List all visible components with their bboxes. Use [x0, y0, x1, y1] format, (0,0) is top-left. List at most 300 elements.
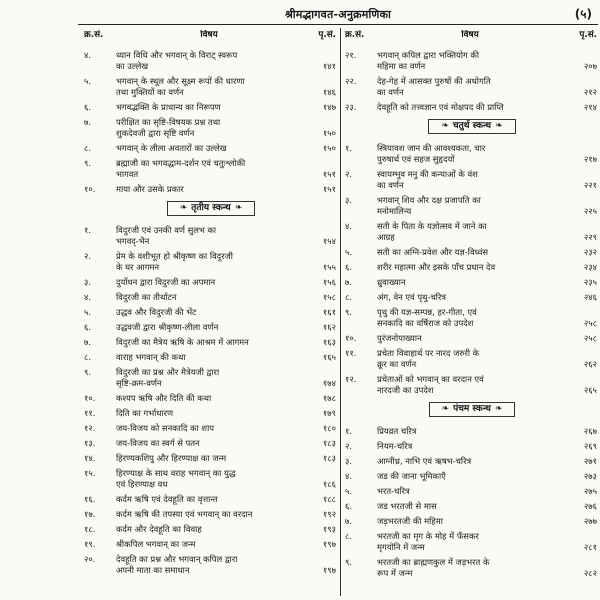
index-entry [343, 486, 600, 497]
entry-number: १२. [345, 374, 357, 384]
index-entry [343, 348, 600, 370]
section-heading-box [428, 119, 515, 134]
entry-page-number: २३४ [583, 262, 597, 272]
column-divider [340, 28, 341, 596]
entry-subject-line: भगवद्-भैन [116, 236, 150, 246]
entry-number: ७. [345, 516, 353, 526]
entry-subject [116, 509, 302, 520]
entry-page-number: २८१ [583, 542, 597, 552]
section-heading [343, 402, 600, 418]
section-heading-label: तृतीय स्कन्ध [191, 203, 231, 213]
entry-subject [377, 557, 563, 579]
index-entry [343, 307, 600, 329]
index-entry [82, 509, 340, 520]
entry-page-number: १८३ [322, 453, 336, 463]
index-entry [82, 494, 340, 505]
index-entry [82, 337, 340, 348]
entry-subject-line: विदुरजी का प्रश्न और मैत्रेयजी द्वारा [116, 367, 220, 377]
entry-subject-line: जड़भरतजी की महिमा [377, 516, 443, 526]
entry-number: १६. [84, 494, 96, 504]
entry-subject [377, 333, 563, 344]
entry-page-number: २२१ [583, 180, 597, 190]
entry-number: २. [345, 441, 353, 451]
entry-subject-line: कर्दम ऋषि एवं देवहूति का वृत्तान्त [116, 494, 218, 504]
entry-subject-line: भगवान् के स्थूल और सूक्ष्म रूपों की धारणा [116, 76, 245, 86]
entry-subject-line: शरीर महात्मा और इसके पाँच प्रधान देव [377, 262, 496, 272]
entry-subject-line: मनोमालिन्य [377, 206, 412, 216]
index-entry [82, 438, 340, 449]
entry-number: ४. [84, 292, 92, 302]
index-entry [343, 247, 600, 258]
entry-subject-line: देवहूति को तत्त्वज्ञान एवं मोक्षपद की प्राप्ति [377, 102, 504, 112]
entry-subject-line: देवहूति का प्रश्न और भगवान् कपिल द्वारा [116, 554, 238, 564]
entry-subject-line: रूप में जन्म [377, 568, 413, 578]
column-header-subject: विषय [461, 30, 479, 40]
ornament-icon: ❧ [441, 404, 450, 414]
entry-page-number: २३२ [583, 247, 597, 257]
entry-page-number: २७७ [583, 516, 597, 526]
column-header-page: पृ.सं. [318, 30, 336, 40]
entry-subject [116, 292, 302, 303]
entry-subject-line: प्रियव्रत चरित्र [377, 426, 417, 436]
index-entry [82, 102, 340, 113]
entry-subject [377, 531, 563, 553]
entry-subject-line: आग्नीध्र, नाभि एवं ऋषभ-चरित्र [377, 456, 472, 466]
index-entry [82, 184, 340, 195]
entry-subject [377, 50, 563, 72]
entry-subject-line: सती के पिता के यज्ञोत्सव में जाने का [377, 221, 487, 231]
index-entry [343, 76, 600, 98]
entry-subject-line: भगवान् के लीला अवतारों का उल्लेख [116, 143, 227, 153]
entry-subject-line: ब्रह्माजी का भगवद्धाम-दर्शन एवं चतुःश्लोकी [116, 158, 246, 168]
entry-subject-line: भगवद्भक्ति के प्राधान्य का निरूपण [116, 102, 221, 112]
entry-subject-line: अपनी माता का समाधान [116, 565, 190, 575]
entry-page-number: १६२ [322, 322, 336, 332]
page-number: (५) [574, 7, 592, 21]
entry-page-number: १५१ [322, 184, 336, 194]
entry-subject-line: भरतजी का ब्राह्मणकुल में जड़भरत के [377, 557, 490, 567]
column-header-number: क्र.सं. [84, 30, 104, 40]
index-entry [343, 471, 600, 482]
entry-subject-line: शुकदेवजी द्वारा सृष्टि वर्णन [116, 128, 195, 138]
entry-page-number: २१२ [583, 87, 597, 97]
entry-page-number: १५८ [322, 292, 336, 302]
entry-number: ८. [345, 531, 353, 541]
entry-page-number: १८८ [322, 494, 336, 504]
entry-subject-line: क्रूर का वर्णन [377, 359, 417, 369]
entry-subject [116, 184, 302, 195]
section-heading-box [429, 402, 516, 417]
entry-subject-line: माया और उसके प्रकार [116, 184, 184, 194]
entry-number: १०. [84, 184, 96, 194]
entry-subject-line: सती का अग्नि-प्रवेश और यज्ञ-विध्वंस [377, 247, 489, 257]
entry-subject [377, 501, 563, 512]
entry-subject-line: उद्धवजी द्वारा श्रीकृष्ण-लीला वर्णन [116, 322, 219, 332]
entry-subject [377, 426, 563, 437]
entry-number: २१. [345, 50, 357, 60]
index-entry [82, 352, 340, 363]
entry-subject [116, 50, 302, 72]
entry-number: २. [84, 251, 92, 261]
index-entry [82, 117, 340, 139]
entry-number: १७. [84, 509, 96, 519]
entry-number: २०. [84, 554, 96, 564]
index-entry [343, 426, 600, 437]
index-entry [82, 225, 340, 247]
entry-subject [116, 539, 302, 550]
page-header [78, 4, 598, 24]
column-header [82, 30, 340, 44]
entry-subject [116, 367, 302, 389]
entry-subject [116, 352, 302, 363]
entry-subject [116, 158, 302, 180]
entry-page-number: १९३ [322, 524, 336, 534]
entry-subject [377, 348, 563, 370]
entry-page-number: १७९ [322, 408, 336, 418]
entry-subject [116, 225, 302, 247]
entry-page-number: २८२ [583, 568, 597, 578]
entry-subject-line: ध्रुवाख्यान [377, 277, 406, 287]
index-entry [343, 333, 600, 344]
index-entry [343, 374, 600, 396]
entry-subject [377, 76, 563, 98]
entry-page-number: १४१ [322, 61, 336, 71]
column-header-page: पृ.सं. [579, 30, 597, 40]
entry-subject-line: का वर्णन [377, 87, 404, 97]
entry-page-number: २२५ [583, 206, 597, 216]
entry-subject [377, 292, 563, 303]
index-entry [82, 76, 340, 98]
entry-number: ३. [84, 277, 92, 287]
index-entry [343, 102, 600, 113]
entry-subject-line: पुरंजनोपाख्यान [377, 333, 422, 343]
index-entry [343, 277, 600, 288]
index-entry [82, 251, 340, 273]
entry-page-number: २०७ [583, 61, 597, 71]
section-heading [343, 119, 600, 135]
entry-number: ७. [84, 117, 92, 127]
entry-page-number: १८६ [322, 479, 336, 489]
entry-subject [116, 393, 302, 404]
index-entry [82, 322, 340, 333]
entry-subject-line: हिरण्याक्ष के साथ वराह भगवान् का युद्ध [116, 468, 236, 478]
entry-subject-line: भागवत [116, 169, 139, 179]
entry-subject [377, 262, 563, 273]
entry-number: ९. [84, 367, 92, 377]
entry-page-number: १७८ [322, 393, 336, 403]
entry-number: १५. [84, 468, 96, 478]
entry-number: ५. [345, 486, 353, 496]
entry-page-number: १५६ [322, 277, 336, 287]
index-entry [343, 501, 600, 512]
index-entry [343, 169, 600, 191]
entry-subject [116, 438, 302, 449]
entry-subject-line: आग्रह [377, 232, 395, 242]
entry-subject [116, 307, 302, 318]
index-entry [82, 423, 340, 434]
entry-number: ६. [84, 322, 92, 332]
index-entry [343, 531, 600, 553]
entry-number: १३. [84, 438, 96, 448]
entry-subject-line: के घर आगमन [116, 262, 160, 272]
entry-subject-line: अंग, वेन एवं पृथु-चरित्र [377, 292, 447, 302]
index-entry [343, 456, 600, 467]
entry-subject [116, 453, 302, 464]
entry-subject-line: उद्धव और विदुरजी की भेंट [116, 307, 197, 317]
index-entry [343, 516, 600, 527]
entry-page-number: २४६ [583, 292, 597, 302]
entry-subject-line: कर्दम ऋषि की तपस्या एवं भगवान् का वरदान [116, 509, 253, 519]
column-header-number: क्र.सं. [345, 30, 365, 40]
index-entry [343, 262, 600, 273]
entry-page-number: १५० [322, 143, 336, 153]
index-entry [82, 50, 340, 72]
index-entry [82, 554, 340, 576]
entry-subject-line: महिमा का वर्णन [377, 61, 426, 71]
entry-page-number: १४७ [322, 102, 336, 112]
index-entry [82, 453, 340, 464]
index-entry [343, 50, 600, 72]
entry-subject [377, 169, 563, 191]
index-entry [82, 307, 340, 318]
entry-subject [116, 143, 302, 154]
entry-number: ९. [345, 307, 353, 317]
entry-subject [377, 471, 563, 482]
entry-page-number: १६१ [322, 307, 336, 317]
entry-page-number: २७३ [583, 471, 597, 481]
section-heading [82, 201, 340, 217]
entry-number: ९. [84, 158, 92, 168]
entry-subject [116, 554, 302, 576]
index-entry [343, 143, 600, 165]
entry-subject-line: पुरुषार्थ एवं सहज सुहृदयों [377, 154, 455, 164]
entry-page-number: १६३ [322, 337, 336, 347]
entry-page-number: १७४ [322, 378, 336, 388]
entry-page-number: २६७ [583, 426, 597, 436]
entry-page-number: २७६ [583, 501, 597, 511]
entry-page-number: २६५ [583, 385, 597, 395]
entry-number: १२. [84, 423, 96, 433]
entry-subject [377, 307, 563, 329]
entry-subject-line: एवं हिरण्याक्ष वध [116, 479, 168, 489]
entry-number: १. [345, 426, 353, 436]
index-entry [82, 393, 340, 404]
entry-subject-line: जय-विजय का स्वर्ग से पतन [116, 438, 200, 448]
index-entry [343, 195, 600, 217]
entry-subject-line: हिरण्यकशिपु और हिरण्याक्ष का जन्म [116, 453, 227, 463]
ornament-icon: ❧ [495, 121, 503, 131]
section-heading-label: पंचम स्कन्ध [453, 404, 491, 414]
entry-page-number: १४६ [322, 87, 336, 97]
entry-subject [377, 195, 563, 217]
entry-page-number: १९७ [322, 565, 336, 575]
entry-subject-line: दुर्योधन द्वारा विदुरजी का अपमान [116, 277, 216, 287]
entry-subject-line: प्रचेताओं को भगवान् का वरदान एवं [377, 374, 484, 384]
entry-number: ८. [345, 292, 353, 302]
entry-number: १४. [84, 453, 96, 463]
entry-page-number: २३५ [583, 277, 597, 287]
entry-number: १८. [84, 524, 96, 534]
entry-subject [377, 441, 563, 452]
entry-page-number: १६५ [322, 352, 336, 362]
index-column-left [82, 30, 340, 596]
entry-subject-line: तथा मुक्तियों का वर्णन [116, 87, 184, 97]
index-entry [343, 557, 600, 579]
entry-number: १०. [345, 333, 357, 343]
index-entry [343, 292, 600, 303]
entry-number: ३. [345, 195, 353, 205]
entry-subject [377, 456, 563, 467]
index-entry [343, 221, 600, 243]
entry-number: २३. [345, 102, 357, 112]
entry-subject-line: परीक्षित का सृष्टि-विषयक प्रश्न तथा [116, 117, 221, 127]
entry-page-number: २५८ [583, 333, 597, 343]
entry-number: ७. [84, 337, 92, 347]
entry-number: १. [84, 225, 92, 235]
page-title: श्रीमद्भागवत-अनुक्रमणिका [284, 8, 392, 21]
entry-number: ४. [345, 221, 353, 231]
entry-number: ८. [84, 143, 92, 153]
index-entry [82, 277, 340, 288]
entry-subject [116, 423, 302, 434]
entry-subject [377, 374, 563, 396]
entry-subject-line: पृथु की यज्ञ-सम्पन्न, हर-गीता, एवं [377, 307, 477, 317]
entry-number: ७. [345, 277, 353, 287]
section-heading-box [167, 201, 255, 216]
entry-number: १९. [84, 539, 96, 549]
entry-subject [377, 247, 563, 258]
entry-subject-line: विदुरजी का मैत्रेय ऋषि के आश्रम में आगमन [116, 337, 249, 347]
entry-page-number: २१४ [583, 102, 597, 112]
entry-page-number: १५१ [322, 169, 336, 179]
entry-subject [116, 251, 302, 273]
entry-subject [377, 516, 563, 527]
entry-subject-line: देह-गेह में आसक्त पुरुषों की अधोगति [377, 76, 491, 86]
entry-number: ८. [84, 352, 92, 362]
entry-subject-line: कर्दम और देवहूति का विवाह [116, 524, 202, 534]
entry-page-number: १८३ [322, 438, 336, 448]
entry-subject-line: विदुरजी एवं उनकी वर्ण सुलभ का [116, 225, 217, 235]
index-entry [82, 539, 340, 550]
entry-subject-line: जय-विजय को सनकादि का शाप [116, 423, 214, 433]
entry-subject-line: स्वायम्भुव मनु की कन्याओं के वंश [377, 169, 478, 179]
entry-subject-line: नारदजी का उपदेश [377, 385, 434, 395]
entry-number: १०. [84, 393, 96, 403]
header-rule [78, 24, 598, 25]
entry-subject-line: वाराह भगवान् की कथा [116, 352, 186, 362]
entry-subject [116, 468, 302, 490]
entry-page-number: २२९ [583, 232, 597, 242]
entry-subject-line: का वर्णन [377, 180, 404, 190]
index-column-right [343, 30, 600, 596]
entry-subject-line: सृष्टि-क्रम-वर्णन [116, 378, 162, 388]
ornament-icon: ❧ [234, 203, 243, 213]
index-entry [82, 292, 340, 303]
entry-subject-line: सनकादि का वर्षिराज को उपदेश [377, 318, 474, 328]
entry-subject [116, 277, 302, 288]
entry-subject-line: भगवान् शिव और दक्ष प्रजापति का [377, 195, 481, 205]
entry-subject [116, 322, 302, 333]
entry-subject-line: जड की जाना भूमिकाएँ [377, 471, 446, 481]
entry-subject-line: श्रीकपिल भगवान् का जन्म [116, 539, 196, 549]
entry-page-number: २७१ [583, 456, 597, 466]
index-entry [82, 524, 340, 535]
entry-subject [377, 486, 563, 497]
section-heading-label: चतुर्थ स्कन्ध [452, 121, 492, 131]
entry-subject-line: प्रचेता विवाहार्थ पर नारद जरुरी के [377, 348, 480, 358]
index-entry [343, 441, 600, 452]
entry-subject-line: दिति का गर्भाधारण [116, 408, 174, 418]
entry-subject-line: भरतजी का मृग के मोह में फँसकर [377, 531, 479, 541]
entry-number: १. [345, 143, 353, 153]
entry-page-number: १५० [322, 128, 336, 138]
entry-subject [377, 221, 563, 243]
entry-subject-line: का उल्लेख [116, 61, 149, 71]
entry-number: ५. [84, 307, 92, 317]
entry-page-number: १५४ [322, 236, 336, 246]
entry-page-number: २५८ [583, 318, 597, 328]
column-header [343, 30, 600, 44]
ornament-icon: ❧ [179, 203, 188, 213]
entry-subject [377, 277, 563, 288]
index-entry [82, 468, 340, 490]
entry-subject-line: विदुरजी का तीर्थाटन [116, 292, 177, 302]
index-entry [82, 367, 340, 389]
entry-number: ६. [345, 262, 353, 272]
entry-subject-line: ध्यान विधि और भगवान् के विराट् स्वरूप [116, 50, 238, 60]
entry-number: २. [345, 169, 353, 179]
entry-number: ११. [345, 348, 357, 358]
entry-number: ६. [345, 501, 353, 511]
entry-subject [377, 102, 563, 113]
entry-number: २२. [345, 76, 357, 86]
entry-subject-line: स्त्रियावश जान की आवश्यकता, चार [377, 143, 486, 153]
entry-subject-line: मृगयोनि में जन्म [377, 542, 425, 552]
entry-subject-line: प्रेम के वशीभूत हो श्रीकृष्ण का विदुरजी [116, 251, 233, 261]
entry-subject-line: कश्यप ऋषि और दिति की कथा [116, 393, 212, 403]
index-entry [82, 408, 340, 419]
entry-page-number: २१७ [583, 154, 597, 164]
entry-page-number: १९७ [322, 539, 336, 549]
entry-page-number: १५५ [322, 262, 336, 272]
entry-subject [116, 76, 302, 98]
entry-page-number: १८० [322, 423, 336, 433]
entry-number: ३. [345, 456, 353, 466]
entry-number: ५. [84, 76, 92, 86]
entry-subject [116, 408, 302, 419]
entry-number: ५. [345, 247, 353, 257]
entry-subject [377, 143, 563, 165]
entry-subject-line: जड भरतजी से मास [377, 501, 437, 511]
index-entry [82, 158, 340, 180]
entry-subject [116, 494, 302, 505]
entry-number: ११. [84, 408, 96, 418]
entry-number: ९. [345, 557, 353, 567]
entry-subject-line: भगवान् कपिल द्वारा भक्तियोग की [377, 50, 480, 60]
ornament-icon: ❧ [494, 404, 503, 414]
entry-page-number: २७५ [583, 486, 597, 496]
entry-number: ४. [345, 471, 353, 481]
entry-number: ४. [84, 50, 92, 60]
index-entry [82, 143, 340, 154]
entry-page-number: २६९ [583, 441, 597, 451]
entry-number: ६. [84, 102, 92, 112]
entry-page-number: १९२ [322, 509, 336, 519]
entry-subject [116, 337, 302, 348]
ornament-icon: ❧ [441, 121, 449, 131]
entry-page-number: २६२ [583, 359, 597, 369]
entry-subject-line: नियम-चरित्र [377, 441, 413, 451]
